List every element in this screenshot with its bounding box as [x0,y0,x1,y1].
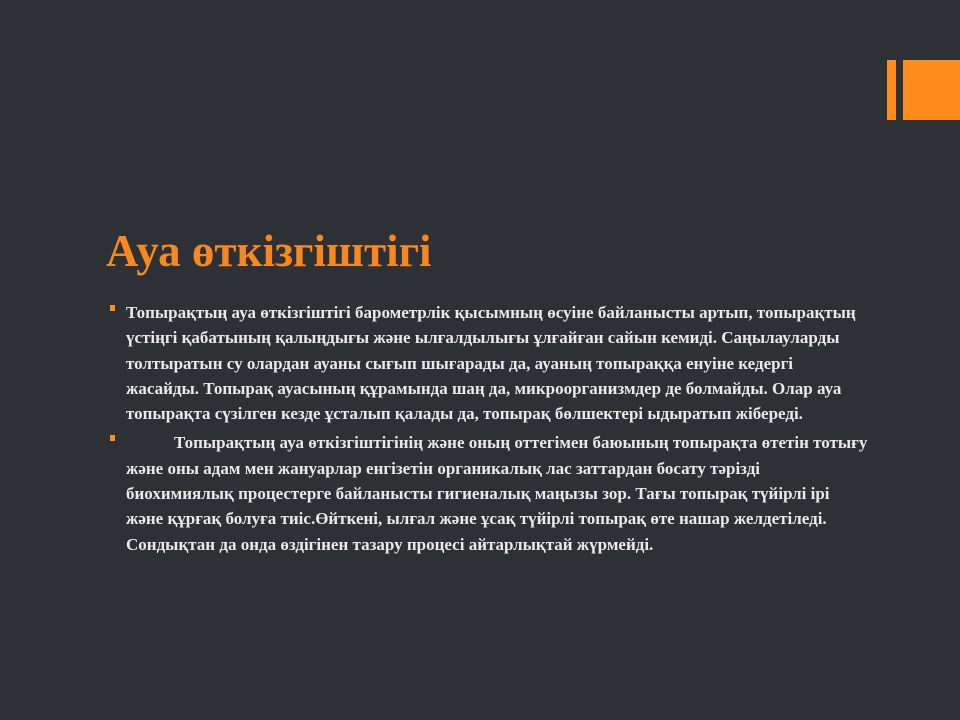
paragraph-text: Топырақтың ауа өткізгіштігінің және оның оттегімен баюының топырақта өтетін тотығу және оны адам мен жануарлар енгізетін органикалық лас заттардан босату тәрізді биохимиялық процестерге байланысты гигиеналық маңызы зор. Тағы топырақ түйірлі ірі және құрғақ болуға тиіс.Өйткені, ылғал және ұсақ түйірлі топырақ өте нашар желдетіледі. Сондықтан да онда өздігінен тазару процесі айтарлықтай жүрмейді. [126,433,868,554]
slide-title: Ауа өткізгіштігі [106,226,432,276]
bullet-marker [110,435,115,441]
accent-bar-block [903,60,960,120]
paragraph-text-indented [126,430,870,556]
slide-body [110,300,870,561]
paragraph-text: Топырақтың ауа өткізгіштігі барометрлік қысымның өсуіне байланысты артып, топырақтың үстіңгі қабатының қалыңдығы және ылғалдылығы ұлғайған сайын кемиді. Саңылауларды толтыратын су олардан ауаны сығып шығарады да, ауаның топыраққа енуіне кедергі жасайды. Топырақ ауасының құрамында шаң да, микроорганизмдер де болмайды. Олар ауа топырақта сүзілген кезде ұсталып қалады да, топырақ бөлшектері ыдыратып жібереді. [126,303,856,424]
accent-bar-thin [887,60,896,120]
bullet-marker [110,305,115,311]
bullet-paragraph-2 [110,430,870,556]
bullet-paragraph-1 [110,300,870,426]
